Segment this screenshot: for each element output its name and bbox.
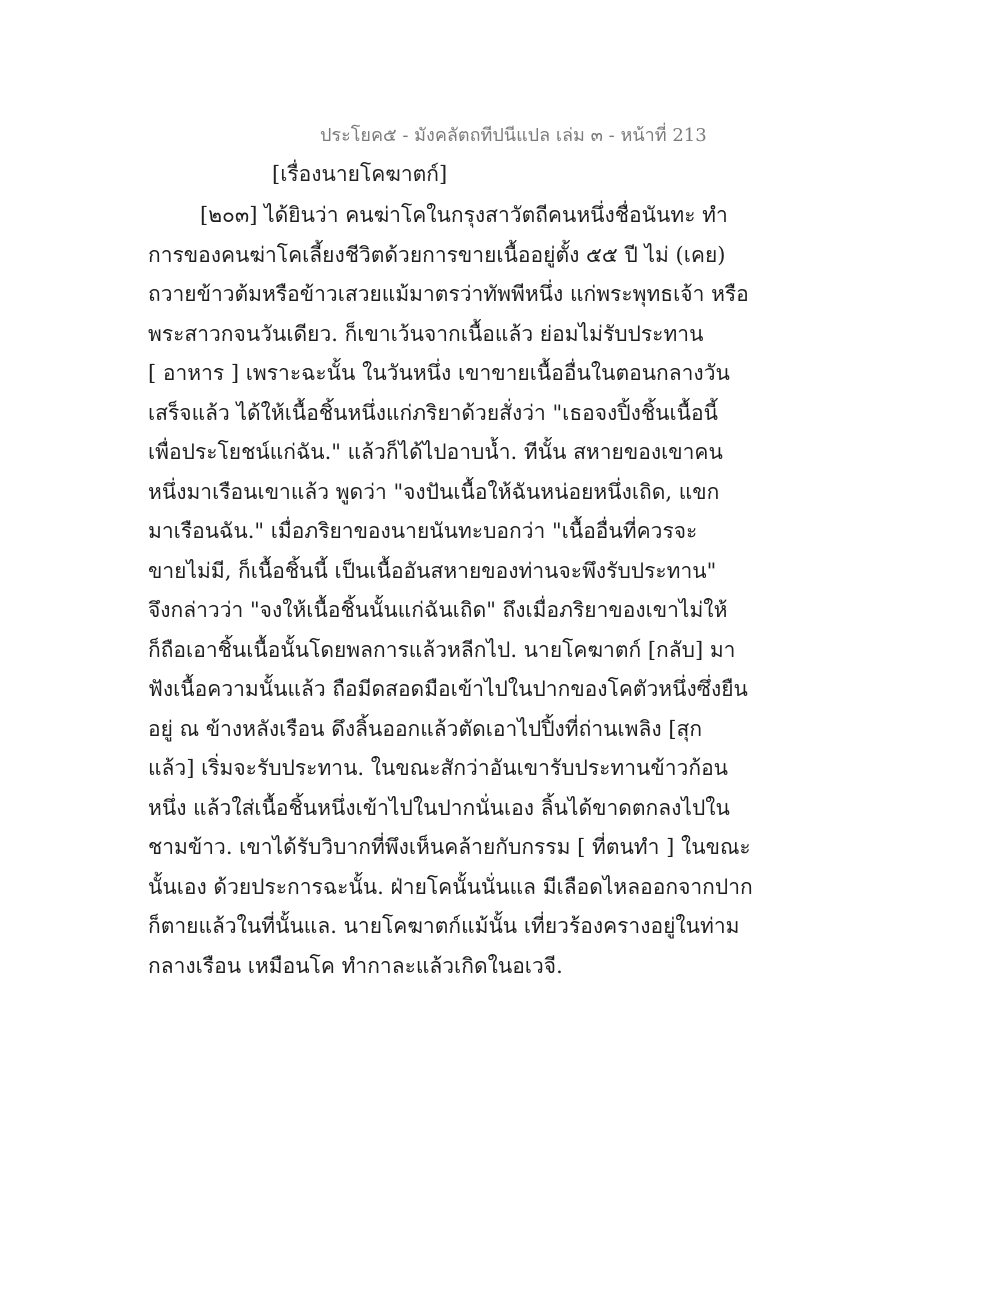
paragraph-line: หนึ่งมาเรือนเขาแล้ว พูดว่า "จงปันเนื้อให้ฉันหน่อยหนึ่งเถิด, แขก — [148, 479, 720, 504]
section-title: [เรื่องนายโคฆาตก์] — [272, 162, 448, 186]
paragraph-line: พระสาวกจนวันเดียว. ก็เขาเว้นจากเนื้อแล้ว ย่อมไม่รับประทาน — [148, 321, 704, 346]
paragraph-line: จึงกล่าวว่า "จงให้เนื้อชิ้นนั้นแก่ฉันเถิด" ถึงเมื่อภริยาของเขาไม่ให้ — [148, 598, 728, 622]
running-header: ประโยค๕ - มังคลัตถทีปนีแปล เล่ม ๓ - หน้าที่ 213 — [320, 125, 707, 146]
paragraph-line: แล้ว] เริ่มจะรับประทาน. ในขณะสักว่าอันเขารับประทานข้าวก้อน — [148, 756, 729, 780]
paragraph-line: การของคนฆ่าโคเลี้ยงชีวิตด้วยการขายเนื้ออยู่ตั้ง ๕๕ ปี ไม่ (เคย) — [148, 242, 726, 267]
paragraph-line: ก็ตายแล้วในที่นั้นแล. นายโคฆาตก์แม้นั้น เที่ยวร้องครางอยู่ในท่าม — [148, 914, 740, 938]
paragraph-line: กลางเรือน เหมือนโค ทำกาละแล้วเกิดในอเวจี. — [148, 953, 563, 978]
paragraph-line: [๒๐๓] ได้ยินว่า คนฆ่าโคในกรุงสาวัตถีคนหนึ่งชื่อนันทะ ทำ — [200, 203, 728, 227]
paragraph-line: ขายไม่มี, ก็เนื้อชิ้นนี้ เป็นเนื้ออันสหายของท่านจะพึงรับประทาน" — [148, 558, 717, 583]
paragraph-line: ชามข้าว. เขาได้รับวิบากที่พึงเห็นคล้ายกับกรรม [ ที่ตนทำ ] ในขณะ — [148, 835, 751, 859]
body-paragraph — [148, 196, 753, 986]
paragraph-line: นั้นเอง ด้วยประการฉะนั้น. ฝ่ายโคนั้นนั่นแล มีเลือดไหลออกจากปาก — [148, 874, 753, 899]
paragraph-line: ถวายข้าวต้มหรือข้าวเสวยแม้มาตรว่าทัพพีหนึ่ง แก่พระพุทธเจ้า หรือ — [148, 282, 749, 306]
paragraph-line: ฟังเนื้อความนั้นแล้ว ถือมีดสอดมือเข้าไปในปากของโคตัวหนึ่งซึ่งยืน — [148, 677, 748, 701]
paragraph-line: หนึ่ง แล้วใส่เนื้อชิ้นหนึ่งเข้าไปในปากนั่นเอง ลิ้นได้ขาดตกลงไปใน — [148, 795, 730, 820]
paragraph-line: [ อาหาร ] เพราะฉะนั้น ในวันหนึ่ง เขาขายเนื้ออื่นในตอนกลางวัน — [148, 361, 730, 385]
paragraph-line: ก็ถือเอาชิ้นเนื้อนั้นโดยพลการแล้วหลีกไป. นายโคฆาตก์ [กลับ] มา — [148, 637, 736, 662]
paragraph-line: เพื่อประโยชน์แก่ฉัน." แล้วก็ได้ไปอาบน้ำ. ทีนั้น สหายของเขาคน — [148, 440, 723, 464]
paragraph-line: มาเรือนฉัน." เมื่อภริยาของนายนันทะบอกว่า "เนื้ออื่นที่ควรจะ — [148, 519, 698, 543]
paragraph-line: อยู่ ณ ข้างหลังเรือน ดึงลิ้นออกแล้วตัดเอาไปปิ้งที่ถ่านเพลิง [สุก — [148, 716, 703, 741]
paragraph-line: เสร็จแล้ว ได้ให้เนื้อชิ้นหนึ่งแก่ภริยาด้วยสั่งว่า "เธอจงปิ้งชิ้นเนื้อนี้ — [148, 400, 719, 425]
